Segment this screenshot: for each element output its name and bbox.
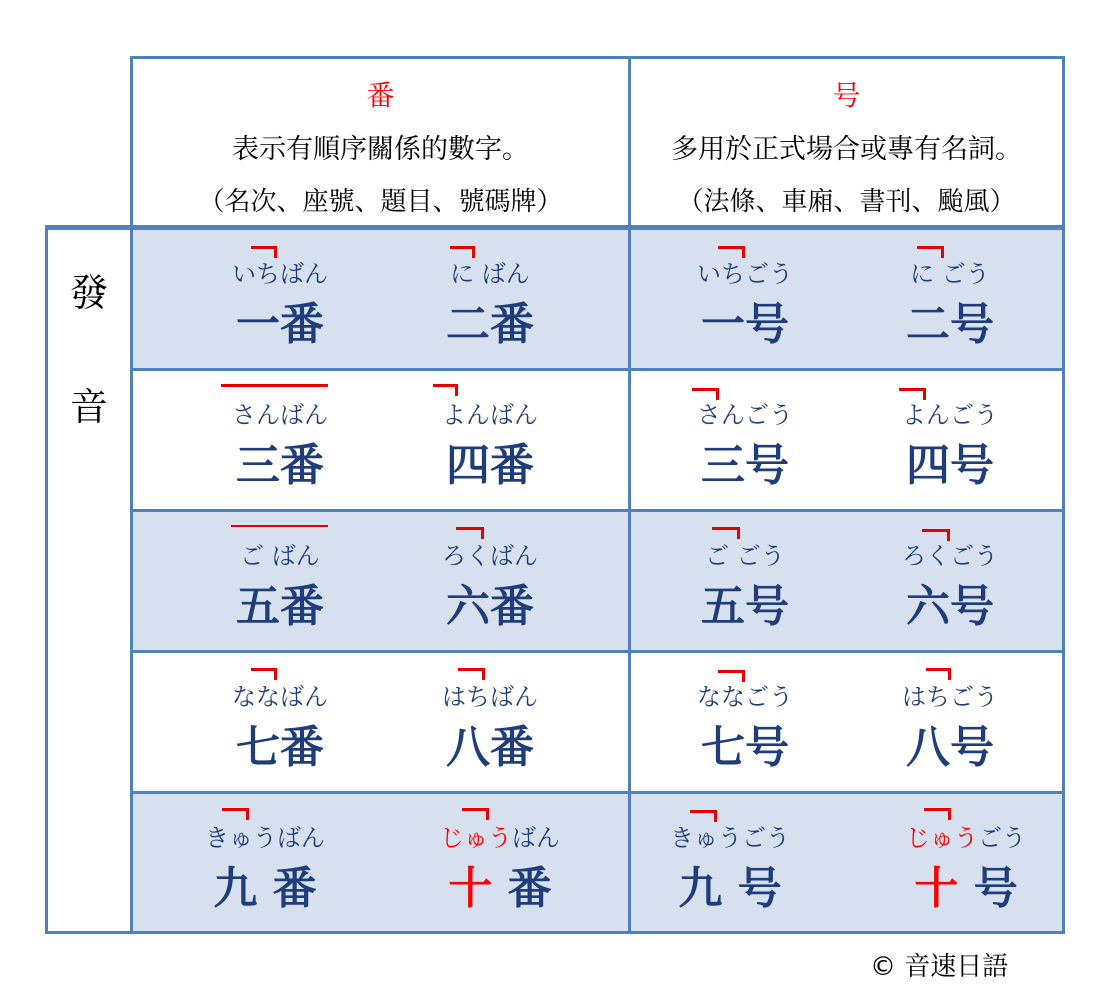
reading: きゅうごう <box>670 824 790 852</box>
header-go <box>631 59 1062 225</box>
accent-mark <box>718 670 745 673</box>
accent-mark <box>742 246 745 258</box>
word: 四番 <box>446 440 534 491</box>
cell-yonban <box>390 377 590 497</box>
word: 七号 <box>701 722 789 773</box>
accent-mark <box>737 527 740 539</box>
cell-nigou <box>850 236 1050 356</box>
cell-ichigou <box>645 236 845 356</box>
header-ban-examples: （名次、座號、題目、號碼牌） <box>198 187 563 217</box>
cell-nanaban <box>180 659 380 779</box>
header-ban-description: 表示有順序關係的數字。 <box>232 134 529 165</box>
word: 二番 <box>446 299 534 350</box>
reading-highlight: じゅう <box>440 824 512 852</box>
word: 七番 <box>236 722 324 773</box>
word: 六番 <box>446 581 534 632</box>
reading: に ごう <box>910 260 990 288</box>
reading <box>866 818 1066 853</box>
word: 六号 <box>906 581 994 632</box>
reading: さんごう <box>697 401 793 429</box>
accent-mark <box>486 808 489 820</box>
accent-mark <box>948 668 951 680</box>
word-rest: 番 <box>492 863 552 914</box>
cell-sangou <box>645 377 845 497</box>
cell-kyuuban <box>165 800 365 920</box>
cell-niban <box>390 236 590 356</box>
accent-mark <box>456 527 484 530</box>
header-go-description: 多用於正式場合或專有名詞。 <box>671 134 1022 165</box>
accent-mark <box>917 246 944 249</box>
cell-rokuban <box>390 518 590 638</box>
word: 四号 <box>906 440 994 491</box>
word: 一号 <box>701 299 789 350</box>
accent-mark <box>716 388 719 400</box>
accent-mark <box>692 388 719 391</box>
word: 三号 <box>701 440 789 491</box>
header-ban <box>133 59 628 225</box>
reading: いちごう <box>697 260 793 288</box>
reading: に ばん <box>450 260 530 288</box>
accent-mark <box>690 810 717 813</box>
accent-mark <box>274 668 277 680</box>
reading: ななばん <box>232 683 328 711</box>
cell-rokugou <box>850 518 1050 638</box>
cell-hachiban <box>390 659 590 779</box>
word-rest: 号 <box>958 863 1018 914</box>
accent-mark <box>221 384 328 387</box>
header-go-examples: （法條、車廂、書刊、颱風） <box>677 187 1016 217</box>
accent-mark <box>462 808 489 811</box>
accent-mark <box>472 246 475 258</box>
grid-bottom <box>45 931 1065 934</box>
accent-mark <box>922 529 950 532</box>
accent-mark <box>246 808 249 820</box>
cell-gogou <box>645 518 845 638</box>
reading: さんばん <box>232 401 328 429</box>
word: 五号 <box>701 581 789 632</box>
reading: ななごう <box>697 683 793 711</box>
cell-kyuugou <box>630 800 830 920</box>
accent-mark <box>251 246 276 249</box>
reading: はちばん <box>442 683 538 711</box>
accent-mark <box>231 525 328 527</box>
cell-nanagou <box>645 659 845 779</box>
word: 八番 <box>446 722 534 773</box>
accent-mark <box>481 527 484 539</box>
reading-highlight: じゅう <box>906 824 978 852</box>
cell-goban <box>180 518 380 638</box>
word: 二号 <box>906 299 994 350</box>
word-highlight: 十 <box>914 863 959 914</box>
reading: ご ばん <box>240 542 320 570</box>
word-highlight: 十 <box>448 863 493 914</box>
grid-row-line-4 <box>130 791 1065 794</box>
reading: よんばん <box>442 401 538 429</box>
accent-mark <box>222 808 249 811</box>
reading-rest: ばん <box>512 824 560 852</box>
word: 八号 <box>906 722 994 773</box>
accent-mark <box>924 808 951 811</box>
header-ban-kanji: 番 <box>366 79 395 112</box>
side-label-line2: 音 <box>69 385 108 429</box>
cell-yongou <box>850 377 1050 497</box>
accent-mark <box>923 388 926 400</box>
accent-mark <box>455 384 458 396</box>
header-go-kanji: 号 <box>832 79 861 112</box>
accent-mark <box>482 668 485 680</box>
accent-mark <box>712 527 740 530</box>
word: 一番 <box>236 299 324 350</box>
word: 九 号 <box>678 863 782 914</box>
copyright-notice: © 音速日語 <box>870 952 1009 982</box>
grid-header-bottom <box>45 225 1065 230</box>
side-label-line1: 發 <box>69 271 108 315</box>
accent-mark <box>274 246 277 258</box>
reading: きゅうばん <box>205 824 325 852</box>
reading-rest: ごう <box>978 824 1026 852</box>
word: 五番 <box>236 581 324 632</box>
cell-juugou <box>866 800 1066 920</box>
accent-mark <box>742 670 745 682</box>
reading: はちごう <box>902 683 998 711</box>
word <box>866 852 1066 916</box>
reading: よんごう <box>902 401 998 429</box>
word: 九 番 <box>213 863 317 914</box>
accent-mark <box>458 668 485 671</box>
accent-mark <box>718 246 745 249</box>
cell-sanban <box>180 377 380 497</box>
grid-row-line-3 <box>130 650 1065 653</box>
cell-ichiban <box>180 236 380 356</box>
word: 三番 <box>236 440 324 491</box>
accent-mark <box>899 388 926 391</box>
grid-row-line-1 <box>130 368 1065 371</box>
reading: ろくばん <box>442 542 538 570</box>
accent-mark <box>941 246 944 258</box>
grid-left-outer <box>45 225 48 934</box>
reading <box>400 818 600 853</box>
accent-mark <box>948 808 951 820</box>
grid-row-line-2 <box>130 509 1065 512</box>
cell-juuban <box>400 800 600 920</box>
reading: ろくごう <box>902 542 998 570</box>
reading: ご ごう <box>705 542 785 570</box>
accent-mark <box>714 810 717 822</box>
accent-mark <box>947 529 950 541</box>
reading: いちばん <box>232 260 328 288</box>
word <box>400 852 600 916</box>
